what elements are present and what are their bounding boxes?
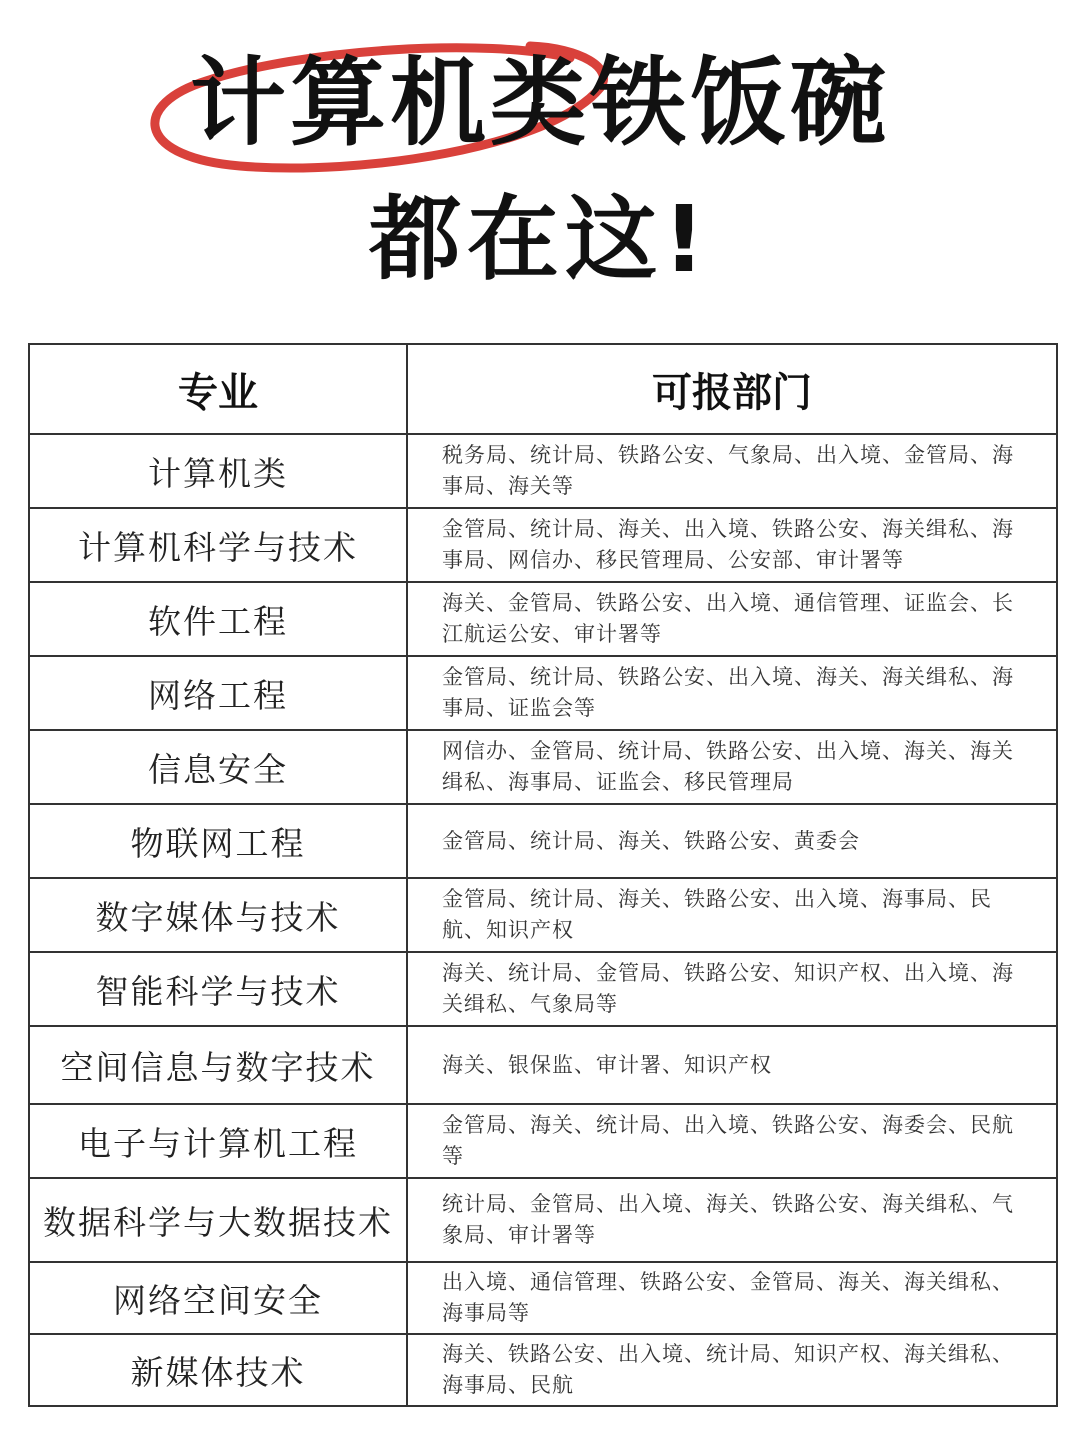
major-cell: 空间信息与数字技术	[29, 1026, 407, 1104]
departments-cell: 统计局、金管局、出入境、海关、铁路公安、海关缉私、气象局、审计署等	[407, 1178, 1057, 1262]
departments-cell: 金管局、统计局、铁路公安、出入境、海关、海关缉私、海事局、证监会等	[407, 656, 1057, 730]
table-row	[29, 1178, 1057, 1262]
table-row	[29, 508, 1057, 582]
major-cell: 计算机科学与技术	[29, 508, 407, 582]
table-row	[29, 952, 1057, 1026]
departments-cell: 海关、统计局、金管局、铁路公安、知识产权、出入境、海关缉私、气象局等	[407, 952, 1057, 1026]
major-cell: 新媒体技术	[29, 1334, 407, 1406]
departments-cell: 海关、铁路公安、出入境、统计局、知识产权、海关缉私、海事局、民航	[407, 1334, 1057, 1406]
table-body	[29, 434, 1057, 1406]
table-row	[29, 878, 1057, 952]
table-row	[29, 1026, 1057, 1104]
table-header-row	[29, 344, 1057, 434]
header-departments: 可报部门	[407, 344, 1057, 434]
departments-cell: 出入境、通信管理、铁路公安、金管局、海关、海关缉私、海事局等	[407, 1262, 1057, 1334]
major-cell: 信息安全	[29, 730, 407, 804]
major-cell: 网络工程	[29, 656, 407, 730]
major-cell: 数字媒体与技术	[29, 878, 407, 952]
table-row	[29, 804, 1057, 878]
majors-table	[28, 343, 1058, 1407]
departments-cell: 网信办、金管局、统计局、铁路公安、出入境、海关、海关缉私、海事局、证监会、移民管理局	[407, 730, 1057, 804]
departments-cell: 金管局、统计局、海关、出入境、铁路公安、海关缉私、海事局、网信办、移民管理局、公安部、审计署等	[407, 508, 1057, 582]
table-row	[29, 656, 1057, 730]
page-subtitle: 都在这!	[369, 186, 711, 293]
table-row	[29, 582, 1057, 656]
departments-cell: 海关、银保监、审计署、知识产权	[407, 1026, 1057, 1104]
major-cell: 数据科学与大数据技术	[29, 1178, 407, 1262]
majors-table-container	[28, 343, 1056, 1407]
major-cell: 物联网工程	[29, 804, 407, 878]
header-major: 专业	[29, 344, 407, 434]
major-cell: 网络空间安全	[29, 1262, 407, 1334]
title-area	[0, 0, 1080, 320]
table-row	[29, 434, 1057, 508]
major-cell: 电子与计算机工程	[29, 1104, 407, 1178]
departments-cell: 税务局、统计局、铁路公安、气象局、出入境、金管局、海事局、海关等	[407, 434, 1057, 508]
table-row	[29, 730, 1057, 804]
table-row	[29, 1262, 1057, 1334]
departments-cell: 金管局、统计局、海关、铁路公安、出入境、海事局、民航、知识产权	[407, 878, 1057, 952]
departments-cell: 金管局、海关、统计局、出入境、铁路公安、海委会、民航等	[407, 1104, 1057, 1178]
table-row	[29, 1104, 1057, 1178]
departments-cell: 海关、金管局、铁路公安、出入境、通信管理、证监会、长江航运公安、审计署等	[407, 582, 1057, 656]
departments-cell: 金管局、统计局、海关、铁路公安、黄委会	[407, 804, 1057, 878]
major-cell: 计算机类	[29, 434, 407, 508]
major-cell: 智能科学与技术	[29, 952, 407, 1026]
page-title: 计算机类铁饭碗	[190, 47, 890, 159]
major-cell: 软件工程	[29, 582, 407, 656]
table-row	[29, 1334, 1057, 1406]
